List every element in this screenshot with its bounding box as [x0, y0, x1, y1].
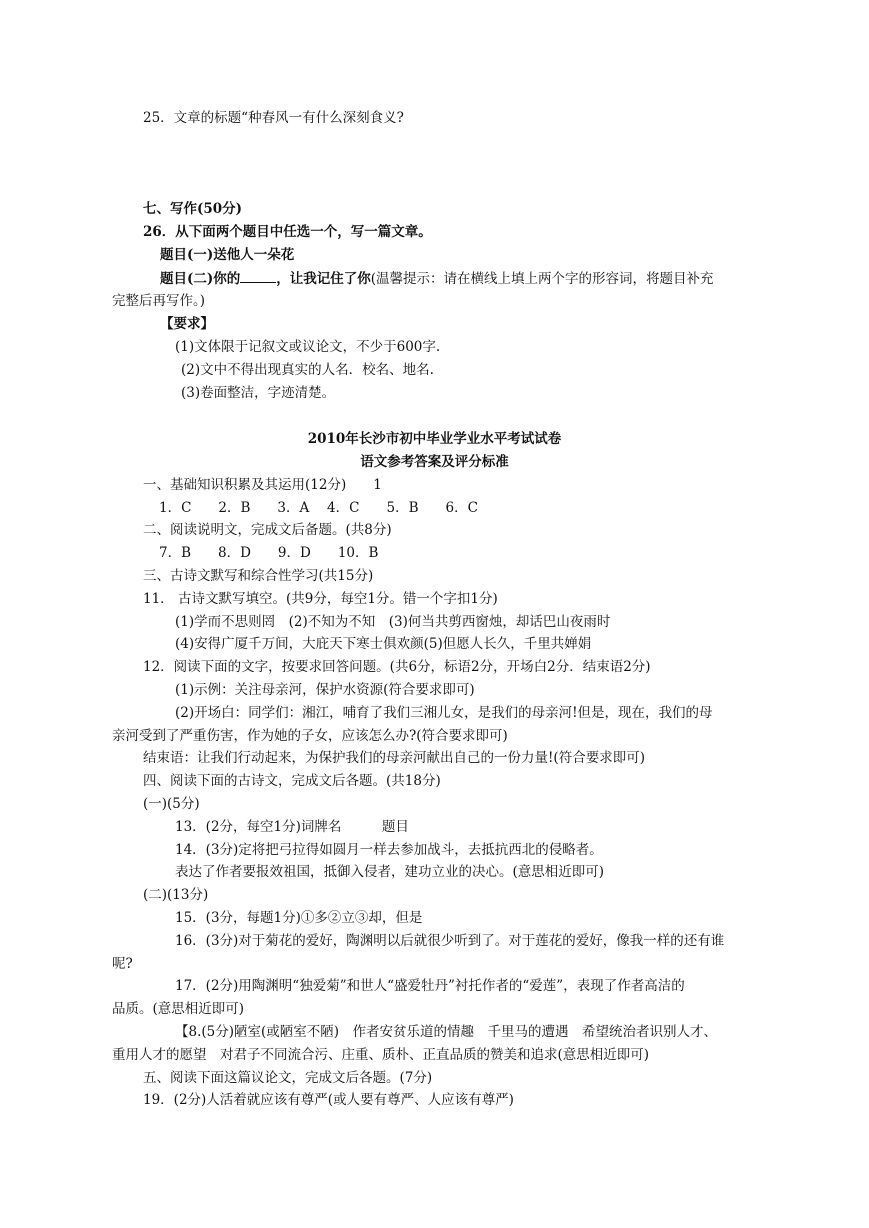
requirements-title: 【要求】: [160, 316, 214, 332]
answer-line: 7．B 8．D 9．D 10．B: [159, 545, 379, 561]
answer-line: 品质。(意思相近即可): [112, 1001, 245, 1017]
answer-line: 亲河受到了严重伤害，作为她的子女，应该怎么办?(符合要求即可): [112, 728, 508, 744]
fill-blank-line: [240, 268, 276, 283]
topic-two-hint: (温馨提示：请在横线上填上两个字的形容词，将题目补充: [370, 271, 714, 287]
answer-line: 一、基础知识积累及其运用(12分) 1: [143, 477, 382, 493]
question-25: 25．文章的标题“种春风一有什么深刻食义?: [143, 110, 404, 126]
answer-line: 二、阅读说明文，完成文后备题。(共8分): [143, 522, 392, 538]
answer-line: (二)(13分): [143, 887, 209, 903]
answer-line: 19．(2分)人活着就应该有尊严(或人要有尊严、人应该有尊严): [143, 1092, 514, 1108]
topic-two-suffix: ，让我记住了你: [276, 271, 371, 287]
answer-line: 1．C 2．B 3．A 4．C 5．B 6．C: [159, 500, 478, 516]
answer-line: 11． 古诗文默写填空。(共9分，每空1分。错一个字扣1分): [143, 591, 498, 607]
requirement-2: (2)文中不得出现真实的人名．校名、地名.: [181, 362, 434, 378]
answer-line: 【8.(5分)陋室(或陋室不陋) 作者安贫乐道的情趣 千里马的遭遇 希望统治者识别人才、: [175, 1024, 718, 1040]
answer-line: (4)安得广厦千万间，大庇天下寒士俱欢颜(5)但愿人长久，千里共婵娟: [175, 636, 592, 652]
answer-line: 结束语：让我们行动起来，为保护我们的母亲河献出自己的一份力量!(符合要求即可): [143, 750, 645, 766]
section-writing-title: 七、写作(50分): [143, 201, 243, 217]
answer-line: 17．(2分)用陶渊明“独爱菊”和世人“盛爱牡丹”衬托作者的“爱莲”，表现了作者高洁的: [175, 978, 685, 994]
answer-line: 12．阅读下面的文字，按要求回答问题。(共6分，标语2分，开场白2分．结束语2分): [143, 659, 651, 675]
answer-key-title: 2010年长沙市初中毕业学业水平考试试卷: [307, 431, 562, 447]
topic-two-hint-continued: 完整后再写作。): [112, 293, 206, 309]
answer-line: (1)示例：关注母亲河，保护水资源(符合要求即可): [175, 682, 475, 698]
answer-line: 14．(3分)定将把弓拉得如圆月一样去参加战斗，去抵抗西北的侵略者。: [175, 842, 603, 858]
answer-line: 15．(3分，每题1分)①多②立③却，但是: [175, 910, 423, 926]
answer-line: 五、阅读下面这篇议论文，完成文后各题。(7分): [143, 1070, 433, 1086]
topic-two: [160, 268, 714, 289]
requirement-3: (3)卷面整洁，字迹清楚。: [181, 385, 336, 401]
answer-line: 表达了作者要报效祖国，抵御入侵者，建功立业的决心。(意思相近即可): [175, 864, 605, 880]
requirement-1: (1)文体限于记叙文或议论文，不少于600字.: [175, 339, 441, 355]
topic-one: 题目(一)送他人一朵花: [160, 247, 295, 263]
answer-line: (一)(5分): [143, 796, 200, 812]
topic-two-prefix: 题目(二)你的: [160, 271, 241, 287]
answer-line: (1)学而不思则罔 (2)不知为不知 (3)何当共剪西窗烛，却话巴山夜雨时: [175, 614, 611, 630]
answer-line: 三、古诗文默写和综合性学习(共15分): [143, 568, 374, 584]
answer-line: 四、阅读下面的古诗文，完成文后各题。(共18分): [143, 773, 441, 789]
answer-line: 呢?: [112, 956, 133, 972]
answer-line: 13．(2分，每空1分)词牌名 题目: [175, 819, 409, 835]
answer-line: (2)开场白：同学们：湘江，哺育了我们三湘儿女，是我们的母亲河!但是，现在，我们的母: [175, 705, 713, 721]
question-26: 26．从下面两个题目中任选一个，写一篇文章。: [143, 224, 432, 240]
answer-key-subtitle: 语文参考答案及评分标准: [360, 454, 509, 470]
answer-line: 重用人才的愿望 对君子不同流合污、庄重、质朴、正直品质的赞美和追求(意思相近即可): [112, 1047, 650, 1063]
answer-line: 16．(3分)对于菊花的爱好，陶渊明以后就很少听到了。对于莲花的爱好，像我一样的还有谁: [175, 933, 725, 949]
